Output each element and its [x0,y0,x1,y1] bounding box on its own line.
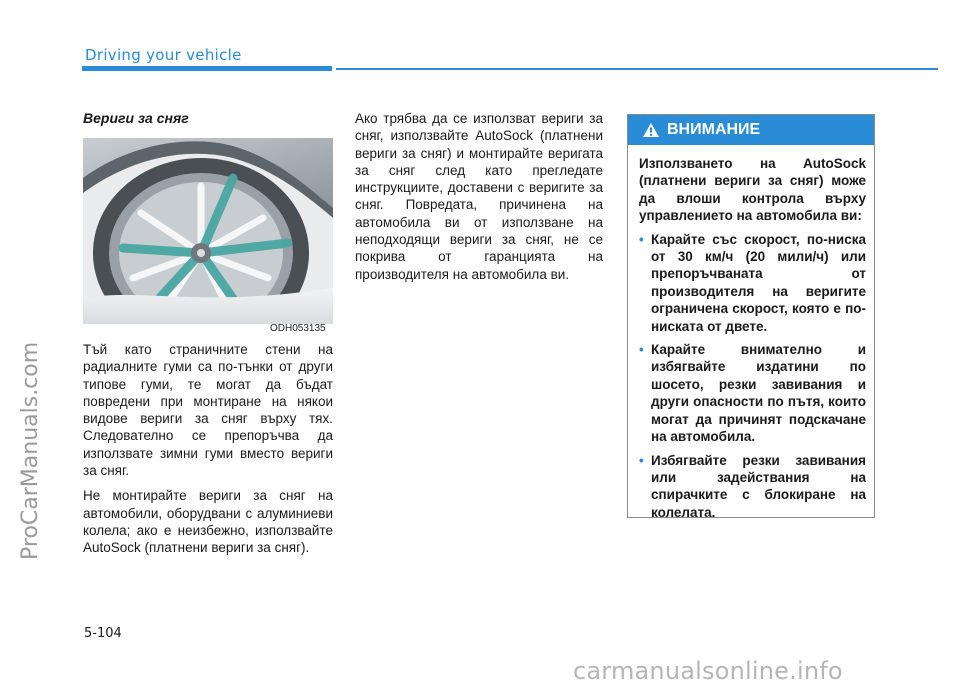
wheel-snow-chain-illustration [83,138,333,324]
caution-list-item: • Карайте със скорост, по-ниска от 30 км/ч (20 мили/ч) или препоръчваната от производителя на веригите ограничена скорост, която е по-ниската от двете. [639,231,866,334]
caution-list-item: • Карайте внимателно и избягвайте издатини по шосето, резки завивания и други опасности по пътя, които могат да причинят подскачане на автомобила. [639,342,866,445]
body-column-middle [355,110,603,291]
wheel-illustration-icon [83,138,333,324]
warning-triangle-icon [642,122,660,138]
body-column-left [83,341,333,565]
body-paragraph: Ако трябва да се използват вериги за сняг, използвайте AutoSock (платнени вериги за сняг) и монтирайте веригата за сняг след като прегледате инструкциите, доставени с веригите за сняг. Повредата, причинена на автомобила ви от използване на неподходящи вериги за сняг, не се покрива от гаранцията на производителя на автомобила ви. [355,111,603,282]
caution-list [639,231,866,522]
side-watermark: ProCarManuals.com [18,341,43,560]
section-header-title: Driving your vehicle [85,46,242,64]
caution-intro: Използването на AutoSock (платнени вериги за сняг) може да влоши контрола върху управлението на автомобила ви: [639,156,866,224]
bullet-icon: • [639,231,644,247]
body-paragraph: Тъй като страничните стени на радиалните гуми са по-тънки от други типове гуми, те могат да бъдат повредени при монтиране на някои видове вериги за сняг върху тях. Следователно се препоръчва да използвате зимни гуми вместо вериги за сняг. [83,342,333,479]
footer-watermark: carmanualsonline.info [573,657,843,685]
caution-list-item: • Избягвайте резки завивания или задействания на спирачките с блокиране на колелата. [639,452,866,520]
page-number: 5-104 [84,626,122,641]
caution-box [627,114,875,518]
header-rule-thick [82,66,332,71]
body-paragraph: Не монтирайте вериги за сняг на автомобили, оборудвани с алуминиеви колела; ако е неизбежно, използвайте AutoSock (платнени вериги за сняг). [83,488,333,556]
section-heading: Вериги за сняг [83,110,189,126]
bullet-icon: • [639,342,644,358]
caution-body [628,145,874,521]
bullet-icon: • [639,452,644,468]
caution-header [628,115,874,145]
figure-code: ODH053135 [270,323,326,334]
caution-title: ВНИМАНИЕ [667,121,761,138]
header-rule-thin [336,68,938,70]
